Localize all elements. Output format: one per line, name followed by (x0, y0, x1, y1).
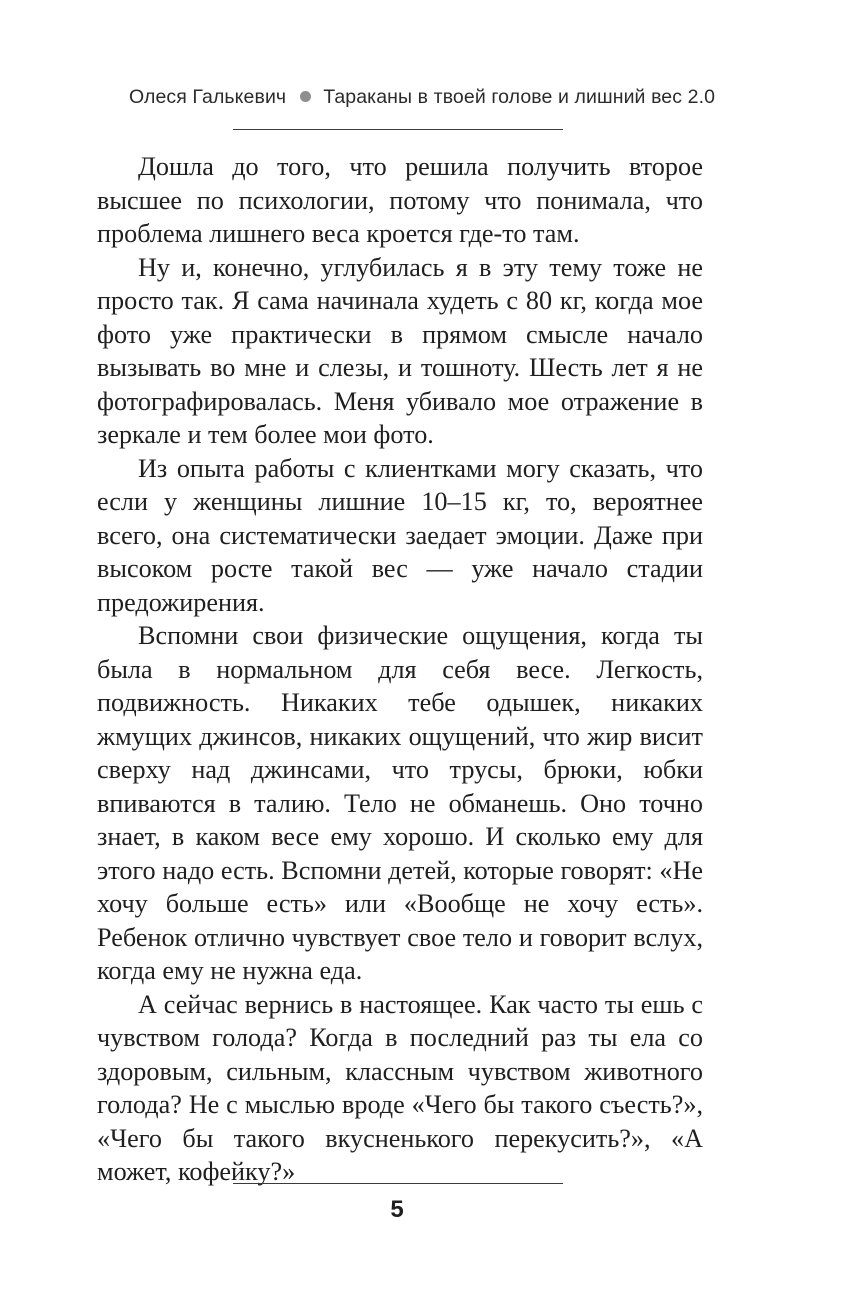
paragraph: Вспомни свои физические ощущения, когда ты была в нормальном для себя весе. Легкость, подвижность. Никаких тебе одышек, никаких жмущих джинсов, никаких ощущений, что жир висит сверху над джинсами, что трусы, брюки, юбки впиваются в талию. Тело не обманешь. Оно точно знает, в каком весе ему хорошо. И сколько ему для этого надо есть. Вспомни детей, которые говорят: «Не хочу больше есть» или «Вообще не хочу есть». Ребенок отлично чувствует свое тело и говорит вслух, когда ему не нужна еда. (97, 621, 703, 985)
paragraph: Ну и, конечно, углубилась я в эту тему тоже не просто так. Я сама начинала худеть с 80 кг, когда мое фото уже практически в прямом смысле начало вызывать во мне и слезы, и тошноту. Шесть лет я не фотографировалась. Меня убивало мое отражение в зеркале и тем более мои фото. (97, 252, 703, 449)
body-text (97, 150, 703, 1189)
footer-divider (233, 1183, 563, 1184)
paragraph: А сейчас вернись в настоящее. Как часто ты ешь с чувством голода? Когда в последний раз ты ела со здоровым, сильным, классным чувством животного голода? Не с мыслью вроде «Чего бы такого съесть?», «Чего бы такого вкусненького перекусить?», «А может, кофейку?» (97, 989, 703, 1186)
page-number: 5 (390, 1196, 404, 1223)
header-divider (233, 129, 563, 130)
header-author: Олеся Галькевич (128, 86, 287, 108)
paragraph: Из опыта работы с клиентками могу сказать, что если у женщины лишние 10–15 кг, то, вероятнее всего, она систематически заедает эмоции. Даже при высоком росте такой вес — уже начало стадии предожирения. (97, 453, 703, 617)
running-header (0, 86, 844, 109)
bullet-separator-icon (300, 91, 311, 102)
paragraph: Дошла до того, что решила получить второе высшее по психологии, потому что понимала, что проблема лишнего веса кроется где-то там. (97, 152, 703, 248)
header-book-title: Тараканы в твоей голове и лишний вес 2.0 (323, 86, 716, 108)
